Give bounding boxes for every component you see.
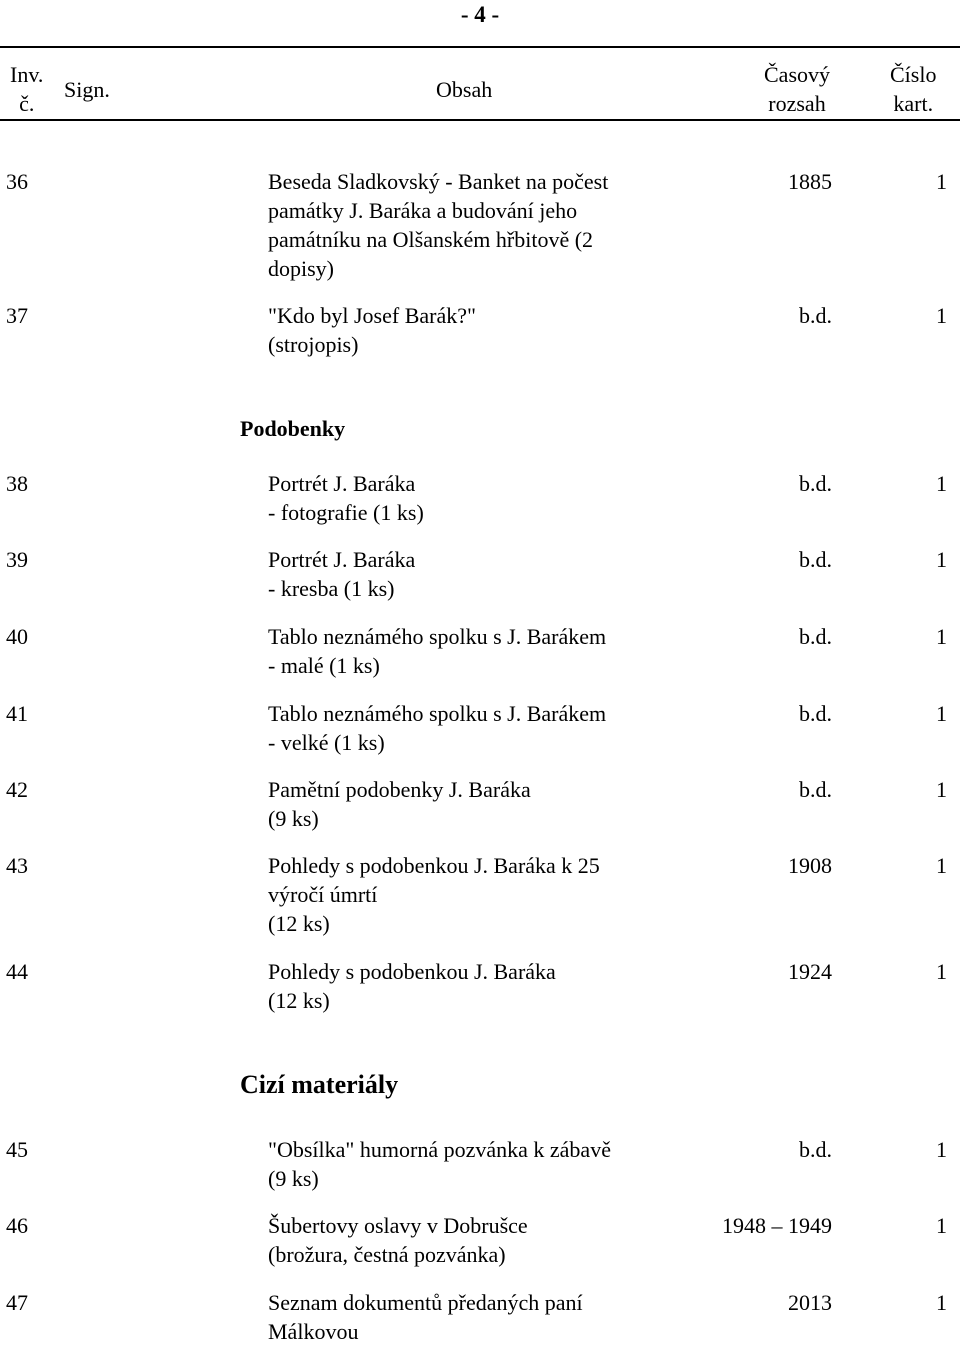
inv-number: 46 <box>6 1213 28 1238</box>
inv-number: 45 <box>6 1137 28 1162</box>
section-heading-cizi-materialy: Cizí materiály <box>240 1070 399 1099</box>
time-range: 1908 <box>788 853 832 878</box>
content-description: Portrét J. Baráka - kresba (1 ks) <box>268 547 416 601</box>
table-row <box>0 1288 960 1344</box>
card-number: 1 <box>936 853 947 878</box>
content-description: Pohledy s podobenkou J. Baráka k 25 výročí úmrtí (12 ks) <box>268 853 600 936</box>
section-heading-podobenky: Podobenky <box>240 416 346 441</box>
time-range: 1885 <box>788 169 832 194</box>
time-range: b.d. <box>799 1137 832 1162</box>
content-description: Portrét J. Baráka - fotografie (1 ks) <box>268 471 424 525</box>
inv-number: 40 <box>6 624 28 649</box>
inv-number: 36 <box>6 169 28 194</box>
card-number: 1 <box>936 701 947 726</box>
time-range: b.d. <box>799 471 832 496</box>
header-rozsah: Časový rozsah <box>764 62 830 116</box>
table-row <box>0 775 960 831</box>
inv-number: 39 <box>6 547 28 572</box>
content-description: Beseda Sladkovský - Banket na počest památky J. Baráka a budování jeho památníku na Olšanském hřbitově (2 dopisy) <box>268 169 609 281</box>
header-inv: Inv. č. <box>10 62 44 116</box>
card-number: 1 <box>936 959 947 984</box>
time-range: b.d. <box>799 547 832 572</box>
content-description: "Kdo byl Josef Barák?" (strojopis) <box>268 303 476 357</box>
content-description: Pohledy s podobenkou J. Baráka (12 ks) <box>268 959 556 1013</box>
inv-number: 41 <box>6 701 28 726</box>
time-range: b.d. <box>799 303 832 328</box>
header-divider <box>0 119 960 121</box>
content-description: Tablo neznámého spolku s J. Barákem - malé (1 ks) <box>268 624 607 678</box>
table-row <box>0 851 960 936</box>
content-description: Pamětní podobenky J. Baráka (9 ks) <box>268 777 531 831</box>
card-number: 1 <box>936 1213 947 1238</box>
inv-number: 42 <box>6 777 28 802</box>
time-range: 2013 <box>788 1290 832 1315</box>
inv-number: 37 <box>6 303 28 328</box>
card-number: 1 <box>936 169 947 194</box>
table-row <box>0 545 960 601</box>
inv-number: 47 <box>6 1290 28 1315</box>
card-number: 1 <box>936 471 947 496</box>
time-range: b.d. <box>799 777 832 802</box>
time-range: 1924 <box>788 959 832 984</box>
content-description: Tablo neznámého spolku s J. Barákem - velké (1 ks) <box>268 701 607 755</box>
time-range: b.d. <box>799 624 832 649</box>
table-header <box>0 46 960 120</box>
inv-number: 38 <box>6 471 28 496</box>
time-range: b.d. <box>799 701 832 726</box>
header-sign: Sign. <box>64 77 110 102</box>
table-row <box>0 1211 960 1267</box>
card-number: 1 <box>936 303 947 328</box>
table-row <box>0 1135 960 1191</box>
card-number: 1 <box>936 624 947 649</box>
card-number: 1 <box>936 1137 947 1162</box>
header-kart: Číslo kart. <box>890 62 937 116</box>
table-row <box>0 167 960 281</box>
page-number: - 4 - <box>460 2 500 27</box>
table-row <box>0 622 960 678</box>
inv-number: 44 <box>6 959 28 984</box>
table-row <box>0 957 960 1013</box>
header-obsah: Obsah <box>436 77 493 102</box>
card-number: 1 <box>936 1290 947 1315</box>
time-range: 1948 – 1949 <box>722 1213 832 1238</box>
table-row <box>0 699 960 755</box>
card-number: 1 <box>936 547 947 572</box>
content-description: Šubertovy oslavy v Dobrušce (brožura, čestná pozvánka) <box>268 1213 528 1267</box>
card-number: 1 <box>936 777 947 802</box>
content-description: "Obsílka" humorná pozvánka k zábavě (9 ks) <box>268 1137 611 1191</box>
content-description: Seznam dokumentů předaných paní Málkovou <box>268 1290 583 1344</box>
table-row <box>0 469 960 525</box>
inv-number: 43 <box>6 853 28 878</box>
table-row <box>0 301 960 357</box>
